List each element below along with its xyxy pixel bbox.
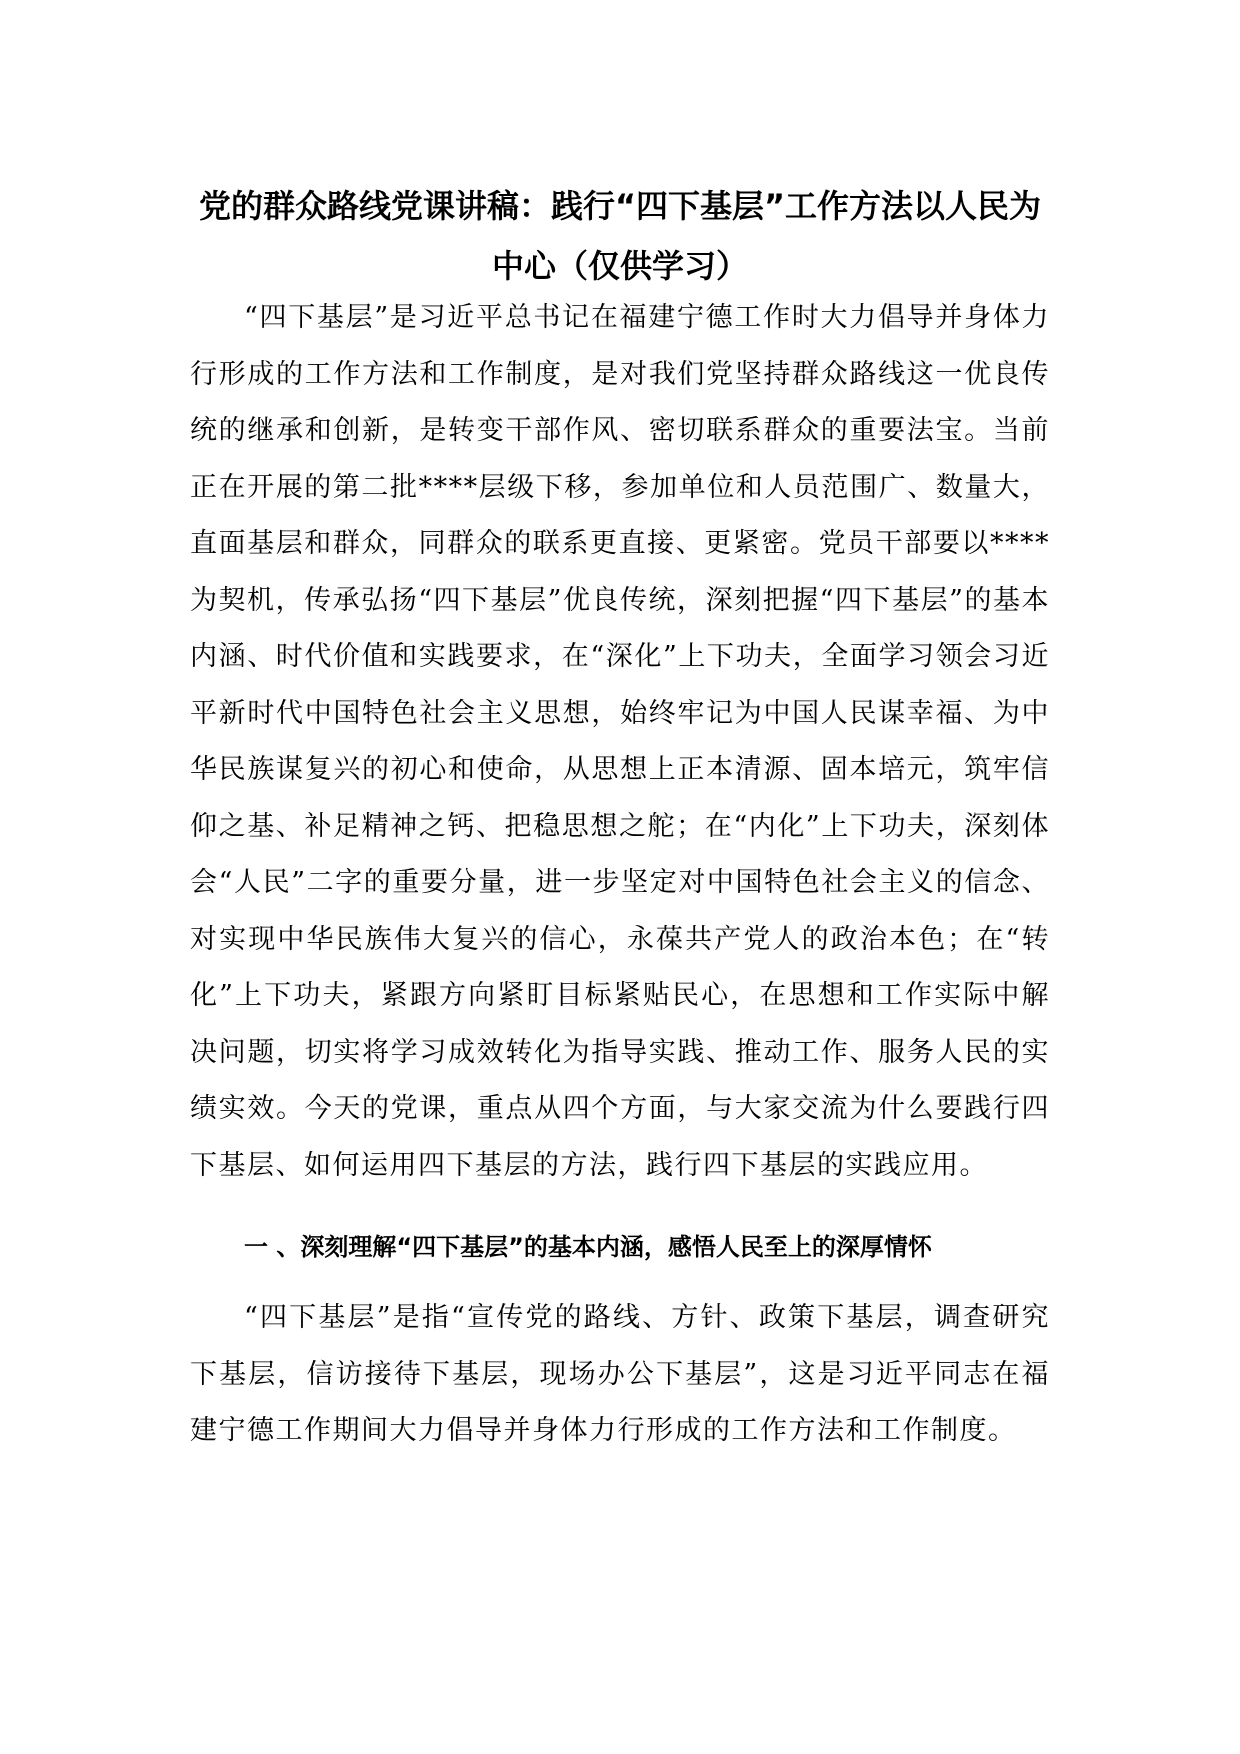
intro-paragraph: “四下基层”是习近平总书记在福建宁德工作时大力倡导并身体力行形成的工作方法和工作制度，是对我们党坚持群众路线这一优良传统的继承和创新，是转变干部作风、密切联系群众的重要法宝。当前正在开展的第二批****层级下移，参加单位和人员范围广、数量大，直面基层和群众，同群众的联系更直接、更紧密。党员干部要以****为契机，传承弘扬“四下基层”优良传统，深刻把握“四下基层”的基本内涵、时代价值和实践要求，在“深化”上下功夫，全面学习领会习近平新时代中国特色社会主义思想，始终牢记为中国人民谋幸福、为中华民族谋复兴的初心和使命，从思想上正本清源、固本培元，筑牢信仰之基、补足精神之钙、把稳思想之舵；在“内化”上下功夫，深刻体会“人民”二字的重要分量，进一步坚定对中国特色社会主义的信念、对实现中华民族伟大复兴的信心，永葆共产党人的政治本色；在“转化”上下功夫，紧跟方向紧盯目标紧贴民心，在思想和工作实际中解决问题，切实将学习成效转化为指导实践、推动工作、服务人民的实绩实效。今天的党课，重点从四个方面，与大家交流为什么要践行四下基层、如何运用四下基层的方法，践行四下基层的实践应用。: [190, 302, 1050, 1181]
section-heading-1: 一 、深刻理解“四下基层”的基本内涵，感悟人民至上的深厚情怀: [244, 1233, 932, 1261]
section-1-paragraph: “四下基层”是指“宣传党的路线、方针、政策下基层，调查研究下基层，信访接待下基层，现场办公下基层”，这是习近平同志在福建宁德工作期间大力倡导并身体力行形成的工作方法和工作制度。: [190, 1302, 1050, 1446]
document-title-line-2: 中心（仅供学习）: [491, 247, 748, 285]
document-title-line-1: 党的群众路线党课讲稿：践行“四下基层”工作方法以人民为: [198, 187, 1042, 225]
